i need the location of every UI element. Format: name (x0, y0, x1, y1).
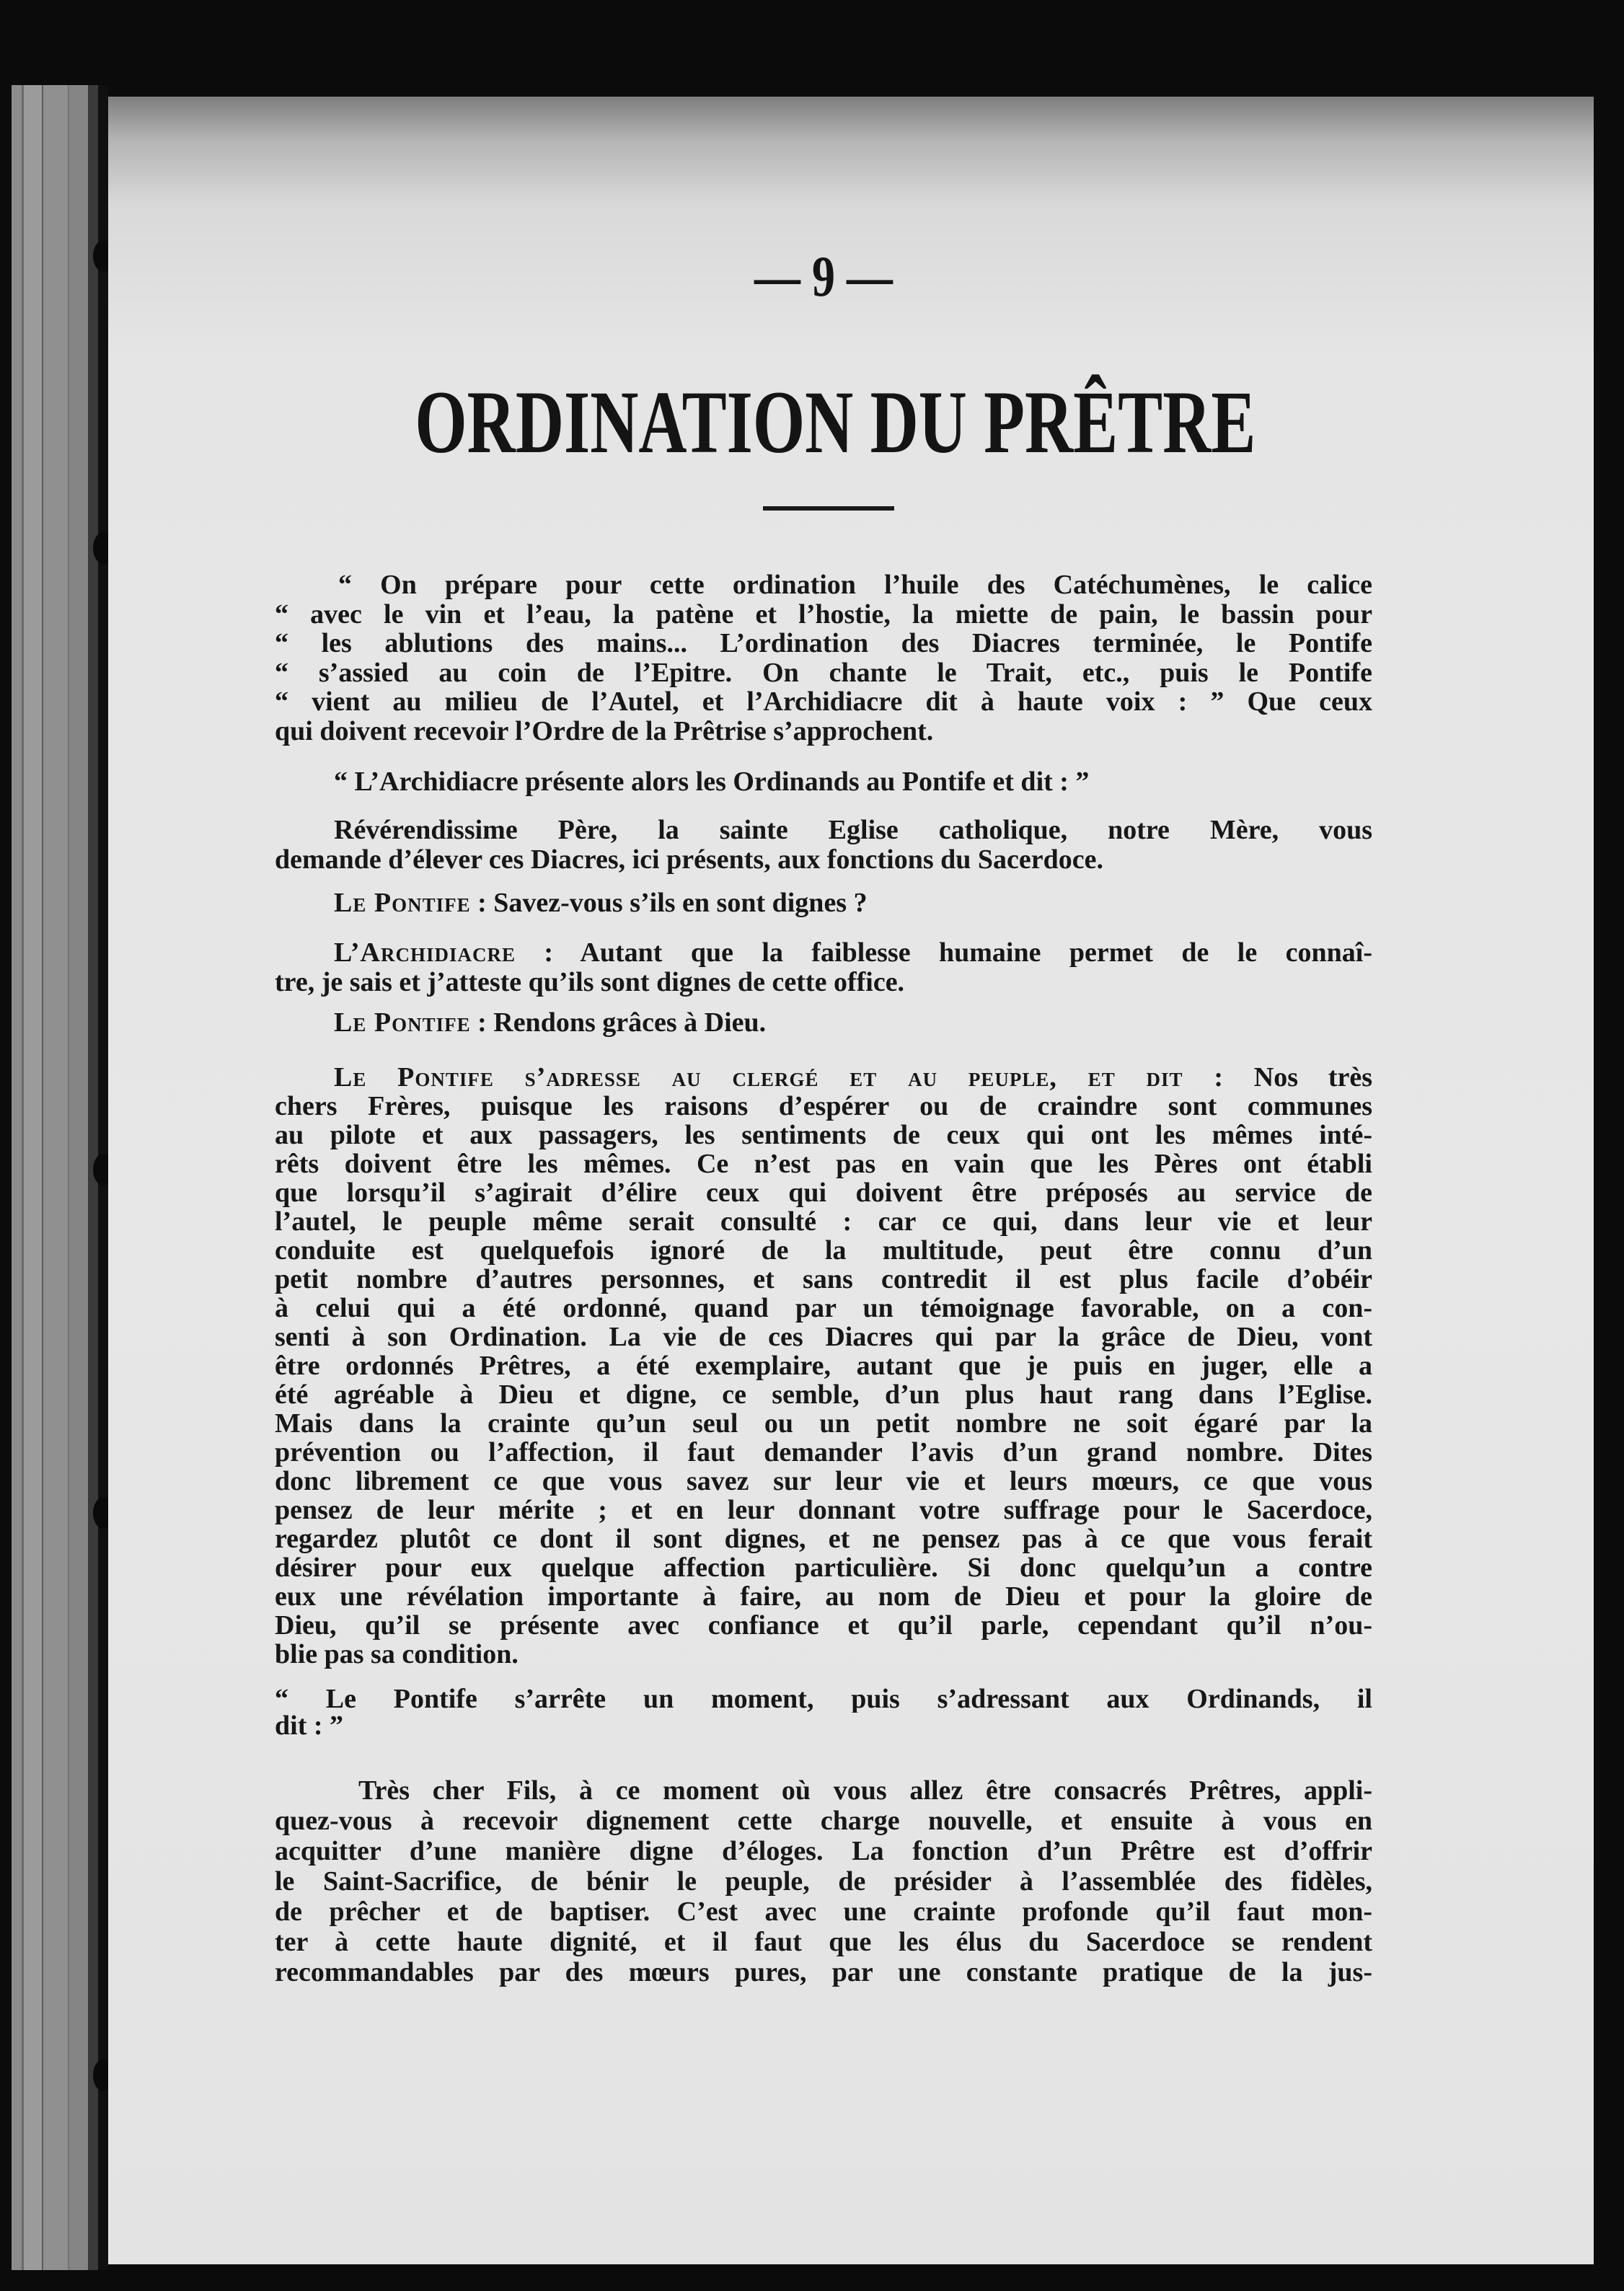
paragraph (275, 1063, 1372, 1669)
text-line: désirer pour eux quelque affection particulière. Si donc quelqu’un a contre (275, 1553, 1372, 1582)
text-line (275, 938, 1372, 968)
chapter-title-text: ORDINATION DU PRÊTRE (415, 373, 1256, 472)
text-line: prévention ou l’affection, il faut demander l’avis d’un grand nombre. Dites (275, 1438, 1372, 1467)
text-line: qui doivent recevoir l’Ordre de la Prêtrise s’approchent. (275, 716, 934, 746)
speaker-label: Le Pontife (334, 888, 471, 918)
text-line: eux une révélation importante à faire, au nom de Dieu et pour la gloire de (275, 1582, 1372, 1611)
text-line: “ avec le vin et l’eau, la patène et l’hostie, la miette de pain, le bassin pour (275, 599, 1372, 629)
speech-text: Nos très (1224, 1063, 1372, 1092)
page-number-text: — 9 — (754, 245, 893, 309)
film-edge-strip (12, 85, 100, 2270)
text-line: que lorsqu’il s’agirait d’élire ceux qui doivent être préposés au service de (275, 1178, 1372, 1207)
text-line: “ vient au milieu de l’Autel, et l’Archidiacre dit à haute voix : ” Que ceux (275, 687, 1372, 717)
text-line: à celui qui a été ordonné, quand par un témoignage favorable, on a con- (275, 1294, 1372, 1323)
text-line: “ Le Pontife s’arrête un moment, puis s’adressant aux Ordinands, il (275, 1686, 1372, 1713)
speaker-label: Le Pontife s’adresse au clergé et au peuple, et dit : (334, 1063, 1224, 1092)
text-line: au pilote et aux passagers, les sentiments de ceux qui ont les mêmes inté- (275, 1121, 1372, 1149)
paragraph (275, 570, 1372, 746)
text-line: acquitter d’une manière digne d’éloges. La fonction d’un Prêtre est d’offrir (275, 1836, 1372, 1866)
paragraph (275, 938, 1372, 997)
text-line: “ s’assied au coin de l’Epitre. On chante le Trait, etc., puis le Pontife (275, 658, 1372, 687)
text-line: été agréable à Dieu et digne, ce semble, d’un plus haut rang dans l’Eglise. (275, 1380, 1372, 1409)
speech-text: : Rendons grâces à Dieu. (470, 1008, 767, 1038)
text-line: donc librement ce que vous savez sur leur vie et leurs mœurs, ce que vous (275, 1467, 1372, 1496)
paragraph (275, 767, 1372, 797)
text-line (275, 1008, 1372, 1038)
text-line (275, 888, 1372, 918)
paragraph (275, 888, 1372, 918)
text-line (275, 1063, 1372, 1092)
text-line: “ L’Archidiacre présente alors les Ordinands au Pontife et dit : ” (334, 767, 1090, 797)
text-line: être ordonnés Prêtres, a été exemplaire, autant que je puis en juger, elle a (275, 1351, 1372, 1380)
text-line: dit : ” (275, 1713, 343, 1739)
speech-text: : Savez-vous s’ils en sont dignes ? (470, 888, 868, 918)
text-line: chers Frères, puisque les raisons d’espérer ou de craindre sont communes (275, 1092, 1372, 1121)
text-line: Dieu, qu’il se présente avec confiance et qu’il parle, cependant qu’il n’ou- (275, 1611, 1372, 1640)
text-line: pensez de leur mérite ; et en leur donnant votre suffrage pour le Sacerdoce, (275, 1496, 1372, 1524)
text-line: demande d’élever ces Diacres, ici présents, aux fonctions du Sacerdoce. (275, 844, 1103, 874)
text-line: l’autel, le peuple même serait consulté : car ce qui, dans leur vie et leur (275, 1207, 1372, 1236)
text-line: tre, je sais et j’atteste qu’ils sont dignes de cette office. (275, 967, 905, 997)
text-line: le Saint-Sacrifice, de bénir le peuple, de présider à l’assemblée des fidèles, (275, 1866, 1372, 1897)
paragraph (275, 1775, 1372, 1987)
text-line: petit nombre d’autres personnes, et sans contredit il est plus facile d’obéir (275, 1265, 1372, 1294)
text-line: conduite est quelquefois ignoré de la multitude, peut être connu d’un (275, 1236, 1372, 1265)
title-rule (763, 506, 894, 511)
paragraph (275, 1008, 1372, 1038)
text-line: recommandables par des mœurs pures, par une constante pratique de la jus- (275, 1957, 1372, 1987)
speech-text: : Autant que la faiblesse humaine permet de le connaî- (515, 938, 1372, 968)
text-line: rêts doivent être les mêmes. Ce n’est pas en vain que les Pères ont établi (275, 1149, 1372, 1178)
text-line: regardez plutôt ce dont il sont dignes, et ne pensez pas à ce que vous ferait (275, 1524, 1372, 1553)
speaker-label: Le Pontife (334, 1008, 471, 1038)
text-line: blie pas sa condition. (275, 1640, 518, 1669)
text-line: “ les ablutions des mains... L’ordination des Diacres terminée, le Pontife (275, 629, 1372, 658)
text-line: de prêcher et de baptiser. C’est avec une crainte profonde qu’il faut mon- (275, 1897, 1372, 1927)
text-line: “ On prépare pour cette ordination l’huile des Catéchumènes, le calice (338, 570, 1372, 600)
paragraph (275, 1686, 1372, 1739)
page-number (275, 244, 1372, 310)
text-line: Très cher Fils, à ce moment où vous allez être consacrés Prêtres, appli- (358, 1775, 1372, 1806)
chapter-title (275, 372, 1372, 473)
text-line: Révérendissime Père, la sainte Eglise catholique, notre Mère, vous (334, 816, 1372, 845)
speaker-label: L’Archidiacre (334, 938, 516, 968)
paragraph (275, 816, 1372, 874)
text-line: senti à son Ordination. La vie de ces Diacres qui par la grâce de Dieu, vont (275, 1323, 1372, 1351)
text-line: quez-vous à recevoir dignement cette charge nouvelle, et ensuite à vous en (275, 1806, 1372, 1836)
text-line: ter à cette haute dignité, et il faut que les élus du Sacerdoce se rendent (275, 1927, 1372, 1957)
text-line: Mais dans la crainte qu’un seul ou un petit nombre ne soit égaré par la (275, 1409, 1372, 1438)
